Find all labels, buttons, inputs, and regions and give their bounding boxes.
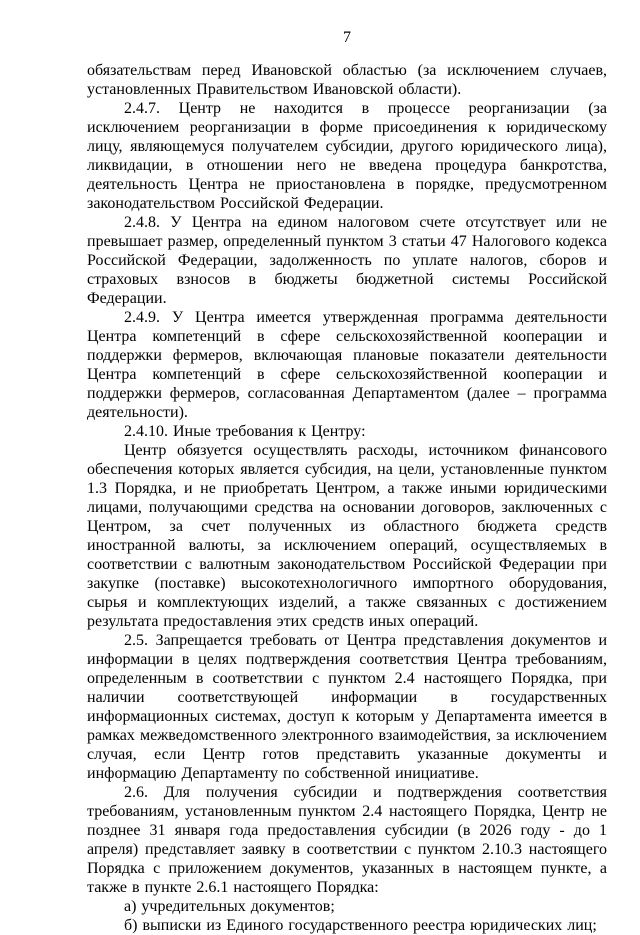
page-number: 7	[343, 29, 351, 46]
paragraph-continuation: обязательствам перед Ивановской областью (за исключением случаев, установленных Правительством Ивановской области).	[87, 62, 607, 98]
paragraph-2-4-9: 2.4.9. У Центра имеется утвержденная программа деятельности Центра компетенций в сфере сельскохозяйственной кооперации и поддержки фермеров, включающая плановые показатели деятельности Центра компетенций в сфере сельскохозяйственной кооперации и поддержки фермеров, согласованная Департаментом (далее – программа деятельности).	[87, 309, 607, 421]
paragraph-2-4-8: 2.4.8. У Центра на едином налоговом счете отсутствует или не превышает размер, определенный пунктом 3 статьи 47 Налогового кодекса Российской Федерации, задолженность по уплате налогов, сборов и страховых взносов в бюджеты бюджетной системы Российской Федерации.	[87, 214, 607, 307]
paragraph-2-4-10: 2.4.10. Иные требования к Центру:	[124, 423, 366, 440]
paragraph-2-5: 2.5. Запрещается требовать от Центра представления документов и информации в целях подтверждения соответствия Центра требованиям, определенным в соответствии с пунктом 2.4 настоящего Порядка, при наличии соответствующей информации в государственных информационных системах, доступ к которым у Департамента имеется в рамках межведомственного электронного взаимодействия, за исключением случая, если Центр готов представить указанные документы и информацию Департаменту по собственной инициативе.	[87, 632, 607, 782]
document-body	[87, 61, 607, 935]
list-item-a: а) учредительных документов;	[124, 898, 335, 915]
paragraph-other-requirements: Центр обязуется осуществлять расходы, источником финансового обеспечения которых является субсидия, на цели, установленные пунктом 1.3 Порядка, и не приобретать Центром, а также иными юридическими лицами, получающими средства на основании договоров, заключенных с Центром, за счет полученных из областного бюджета средств иностранной валюты, за исключением операций, осуществляемых в соответствии с валютным законодательством Российской Федерации при закупке (поставке) высокотехнологичного импортного оборудования, сырья и комплектующих изделий, а также связанных с достижением результата предоставления этих средств иных операций.	[87, 442, 607, 630]
paragraph-2-4-7: 2.4.7. Центр не находится в процессе реорганизации (за исключением реорганизации в форме присоединения к юридическому лицу, являющемуся получателем субсидии, другого юридического лица), ликвидации, в отношении него не введена процедура банкротства, деятельность Центра не приостановлена в порядке, предусмотренном законодательством Российской Федерации.	[87, 100, 607, 212]
list-item-b: б) выписки из Единого государственного реестра юридических лиц;	[124, 917, 597, 934]
paragraph-2-6: 2.6. Для получения субсидии и подтверждения соответствия требованиям, установленным пунктом 2.4 настоящего Порядка, Центр не позднее 31 января года предоставления субсидии (в 2026 году - до 1 апреля) представляет заявку в соответствии с пунктом 2.10.3 настоящего Порядка с приложением документов, указанных в настоящем пункте, а также в пункте 2.6.1 настоящего Порядка:	[87, 784, 607, 896]
